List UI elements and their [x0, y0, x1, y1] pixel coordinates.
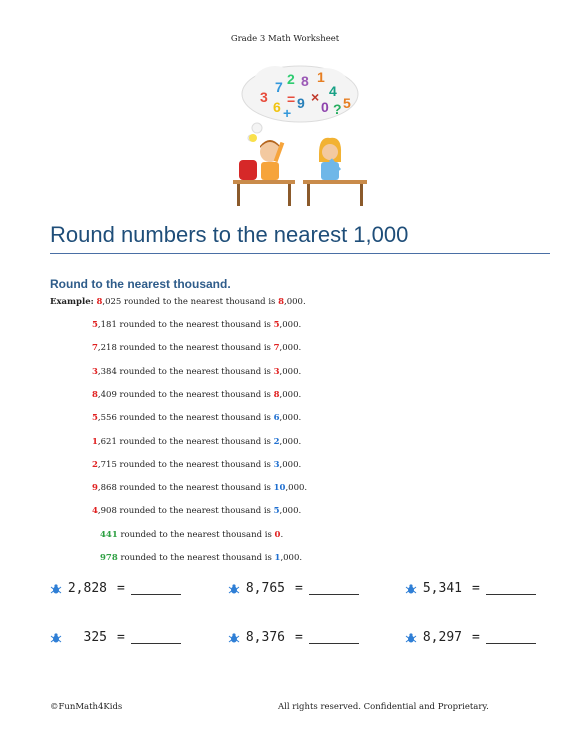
svg-text:7: 7: [275, 79, 283, 95]
example-answer-digit: 2: [273, 436, 280, 447]
problem-number: 8,765: [245, 581, 285, 596]
example-answer-digit: 6: [273, 413, 280, 424]
answer-blank[interactable]: [486, 582, 536, 595]
example-row: [92, 506, 301, 516]
svg-text:2: 2: [287, 71, 295, 87]
example-head-digit: 8: [92, 389, 98, 400]
example-phrase: rounded to the nearest thousand is: [116, 343, 274, 354]
practice-problem: [405, 630, 536, 645]
svg-text:9: 9: [297, 95, 305, 111]
equals-sign: =: [295, 581, 303, 596]
kids-thinking-math-illustration: [225, 62, 375, 212]
bug-icon: [405, 583, 417, 595]
example-answer-digit: 8: [278, 297, 285, 307]
bug-icon: [405, 632, 417, 644]
example-phrase: rounded to the nearest thousand is: [116, 459, 274, 470]
example-phrase: rounded to the nearest thousand is: [116, 483, 274, 494]
equals-sign: =: [472, 630, 480, 645]
example-number-rest: ,181: [97, 320, 117, 330]
example-head-digit: 4: [92, 506, 98, 517]
svg-text:6: 6: [273, 99, 281, 115]
example-head-digit: 5: [92, 413, 98, 424]
svg-text:3: 3: [260, 89, 268, 105]
example-phrase: rounded to the nearest thousand is: [117, 529, 275, 540]
footer-rights: All rights reserved. Confidential and Proprietary.: [278, 702, 489, 712]
example-phrase: rounded to the nearest thousand is: [116, 436, 274, 447]
example-number-rest: ,715: [97, 459, 117, 470]
example-head-digit: 5: [92, 320, 98, 330]
equals-sign: =: [472, 581, 480, 596]
example-row: [92, 460, 301, 470]
example-number-rest: 978: [100, 553, 118, 563]
example-answer-rest: .: [280, 529, 284, 540]
svg-text:8: 8: [301, 73, 309, 89]
example-number-rest: ,621: [97, 436, 117, 447]
svg-text:0: 0: [321, 99, 329, 115]
example-phrase: rounded to the nearest thousand is: [116, 506, 274, 517]
problem-number: 5,341: [422, 581, 462, 596]
problem-number: 2,828: [67, 581, 107, 596]
section-heading: Round to the nearest thousand.: [50, 277, 231, 291]
svg-text:?: ?: [333, 101, 342, 117]
example-answer-digit: 3: [273, 459, 280, 470]
example-answer-rest: ,000.: [279, 413, 302, 424]
svg-text:=: =: [287, 91, 296, 107]
example-answer-rest: ,000.: [279, 320, 302, 330]
example-head-digit: 1: [92, 436, 98, 447]
example-answer-digit: 5: [273, 320, 280, 330]
example-row: [92, 343, 301, 353]
example-row: [92, 413, 301, 423]
worksheet-header: Grade 3 Math Worksheet: [230, 34, 340, 44]
example-answer-digit: 0: [274, 529, 281, 540]
example-answer-rest: ,000.: [279, 343, 302, 354]
example-number-rest: ,556: [97, 413, 117, 424]
example-answer-rest: ,000.: [279, 436, 302, 447]
example-head-digit: 2: [92, 459, 98, 470]
example-answer-digit: 5: [273, 506, 280, 517]
example-phrase: rounded to the nearest thousand is: [116, 366, 274, 377]
example-answer-rest: ,000.: [279, 366, 302, 377]
bug-icon: [50, 583, 62, 595]
bug-icon: [50, 632, 62, 644]
example-row: [92, 320, 301, 330]
practice-problems: [0, 578, 570, 658]
equals-sign: =: [295, 630, 303, 645]
example-answer-rest: ,000.: [285, 483, 308, 494]
example-head-digit: 7: [92, 343, 98, 354]
example-head-digit: 8: [96, 297, 103, 307]
example-answer-rest: ,000.: [279, 459, 302, 470]
footer-copyright: ©FunMath4Kids: [50, 702, 123, 712]
example-answer-rest: ,000.: [284, 297, 306, 307]
problem-number: 8,297: [422, 630, 462, 645]
equals-sign: =: [117, 630, 125, 645]
example-row: [100, 553, 302, 563]
example-answer-digit: 8: [273, 389, 280, 400]
example-answer-digit: 7: [273, 343, 280, 354]
svg-text:1: 1: [317, 69, 325, 85]
example-row: [92, 367, 301, 377]
answer-blank[interactable]: [309, 631, 359, 644]
answer-blank[interactable]: [131, 582, 181, 595]
example-number-rest: ,384: [97, 366, 117, 377]
example-phrase: rounded to the nearest thousand is: [116, 413, 274, 424]
example-answer-digit: 1: [274, 553, 281, 563]
example-phrase: rounded to the nearest thousand is: [117, 553, 275, 563]
example-row: [92, 483, 307, 493]
answer-blank[interactable]: [486, 631, 536, 644]
svg-text:+: +: [283, 105, 292, 121]
example-row: [92, 390, 301, 400]
example-line: [50, 297, 306, 307]
practice-problem: [50, 630, 181, 645]
example-number-rest: ,868: [97, 483, 117, 494]
example-answer-digit: 10: [273, 483, 286, 494]
example-answer-rest: ,000.: [279, 389, 302, 400]
answer-blank[interactable]: [131, 631, 181, 644]
problem-number: 8,376: [245, 630, 285, 645]
example-row: [100, 530, 283, 540]
example-row: [92, 437, 301, 447]
problem-number: 325: [83, 630, 107, 645]
answer-blank[interactable]: [309, 582, 359, 595]
equals-sign: =: [117, 581, 125, 596]
bug-icon: [228, 632, 240, 644]
page-title: Round numbers to the nearest 1,000: [50, 222, 409, 247]
example-phrase: rounded to the nearest thousand is: [116, 389, 274, 400]
example-number-rest: ,409: [97, 389, 117, 400]
example-answer-digit: 3: [273, 366, 280, 377]
practice-problem: [50, 581, 181, 596]
example-answer-rest: ,000.: [280, 553, 303, 563]
example-head-digit: 3: [92, 366, 98, 377]
svg-text:×: ×: [311, 89, 320, 105]
title-divider: [50, 253, 550, 254]
practice-problem: [228, 630, 359, 645]
example-number-rest: ,218: [97, 343, 117, 354]
example-phrase: rounded to the nearest thousand is: [116, 320, 274, 330]
svg-text:4: 4: [329, 83, 337, 99]
example-head-digit: 9: [92, 483, 98, 494]
example-label: Example:: [50, 297, 94, 307]
practice-problem: [405, 581, 536, 596]
example-number-rest: 441: [100, 529, 118, 540]
example-answer-rest: ,000.: [279, 506, 302, 517]
example-text: rounded to the nearest thousand is: [121, 297, 279, 307]
svg-text:5: 5: [343, 95, 351, 111]
bug-icon: [228, 583, 240, 595]
example-rest: ,025: [102, 297, 122, 307]
example-number-rest: ,908: [97, 506, 117, 517]
practice-problem: [228, 581, 359, 596]
